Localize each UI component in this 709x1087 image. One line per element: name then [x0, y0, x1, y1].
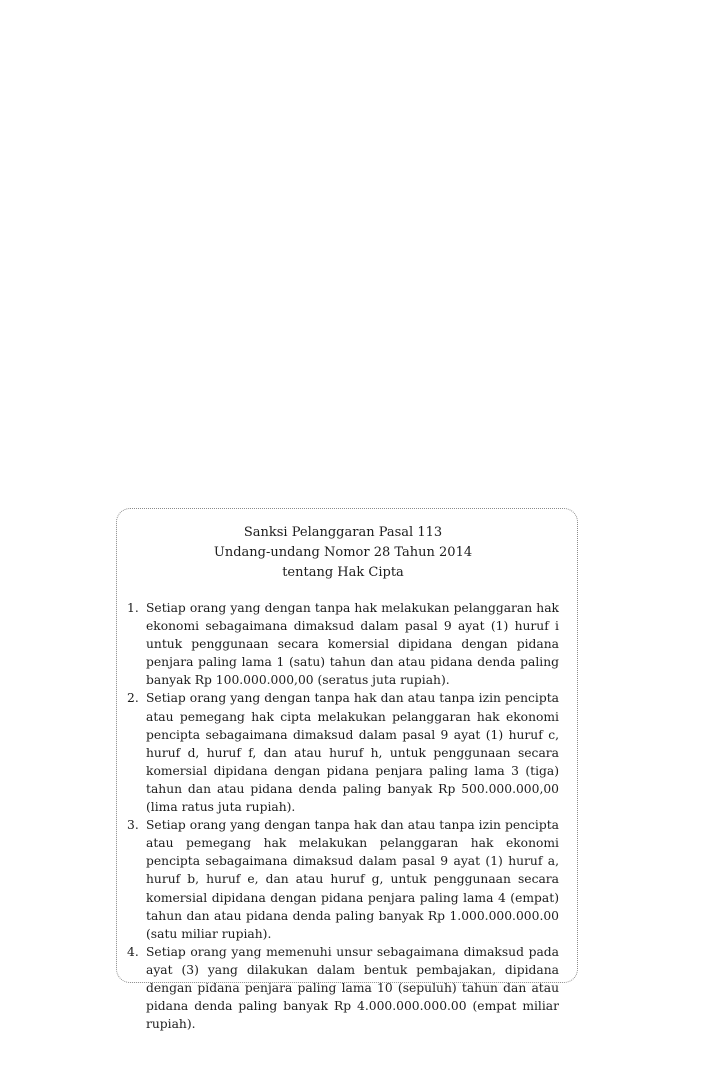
item-number: 3. [127, 818, 139, 833]
heading-title: Sanksi Pelanggaran Pasal 113 [243, 525, 443, 540]
heading-subject: tentang Hak Cipta [282, 565, 404, 580]
copyright-sanction-box [116, 508, 578, 1032]
sanction-list [127, 599, 559, 1033]
list-item [127, 689, 559, 816]
list-item [127, 943, 559, 1033]
item-text: Setiap orang yang dengan tanpa hak melakukan pelanggaran hak ekonomi sebagaimana dimaksud dalam pasal 9 ayat (1) huruf i untuk penggunaan secara komersial dipidana dengan pidana penjara paling lama 1 (satu) tahun dan atau pidana denda paling banyak Rp 100.000.000,00 (seratus juta rupiah). [146, 601, 559, 688]
heading-law: Undang-undang Nomor 28 Tahun 2014 [213, 545, 473, 560]
item-number: 4. [127, 944, 139, 959]
list-item [127, 816, 559, 943]
list-item [127, 599, 559, 689]
item-number: 1. [127, 601, 139, 615]
item-text: Setiap orang yang dengan tanpa hak dan atau tanpa izin pencipta atau pemegang hak cipta melakukan pelanggaran hak ekonomi pencipta sebagaimana dimaksud dalam pasal 9 ayat (1) huruf c, huruf d, huruf f, dan atau huruf h, untuk penggunaan secara komersial dipidana dengan pidana penjara paling lama 3 (tiga) tahun dan atau pidana denda paling banyak Rp 500.000.000,00 (lima ratus juta rupiah). [146, 691, 559, 815]
item-text: Setiap orang yang memenuhi unsur sebagaimana dimaksud pada ayat (3) yang dilakukan dalam bentuk pembajakan, dipidana dengan pidana penjara paling lama 10 (sepuluh) tahun dan atau pidana denda paling banyak Rp 4.000.000.000.00 (empat miliar rupiah). [146, 944, 559, 1032]
item-number: 2. [127, 691, 139, 706]
item-text: Setiap orang yang dengan tanpa hak dan atau tanpa izin pencipta atau pemegang hak melakukan pelanggaran hak ekonomi pencipta sebagaimana dimaksud dalam pasal 9 ayat (1) huruf a, huruf b, huruf e, dan atau huruf g, untuk penggunaan secara komersial dipidana dengan pidana penjara paling lama 4 (empat) tahun dan atau pidana denda paling banyak Rp 1.000.000.000.00 (satu miliar rupiah). [146, 818, 559, 941]
heading [127, 523, 559, 583]
